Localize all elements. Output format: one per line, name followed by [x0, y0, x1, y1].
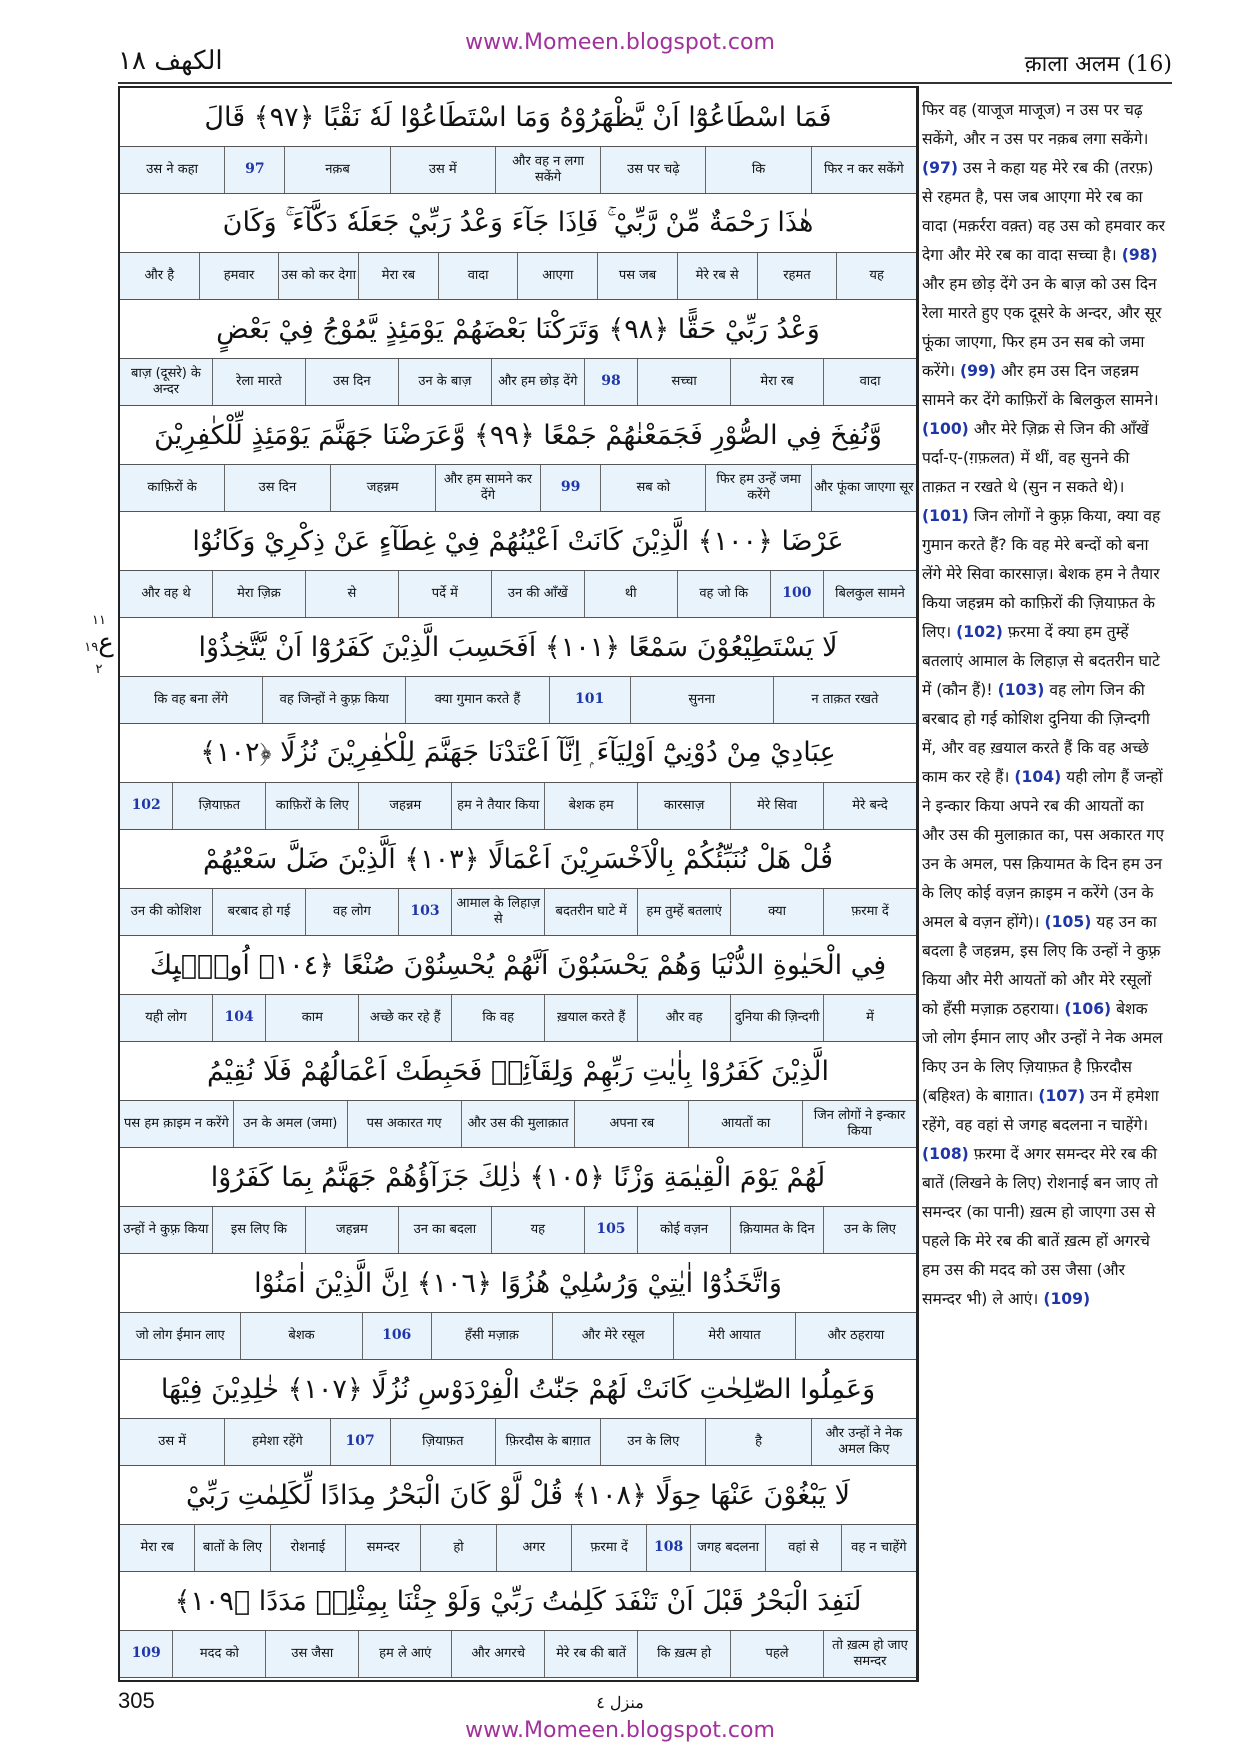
gloss-word: बदतरीन घाटे में	[544, 889, 637, 935]
arabic-line: هٰذَا رَحْمَةٌ مِّنْ رَّبِّيْ ۚ فَاِذَا جَآءَ وَعْدُ رَبِّيْ جَعَلَهٗ دَكَّآءَ ۚ وَكَانَ	[222, 207, 814, 238]
gloss-word: क़ियामत के दिन	[730, 1207, 823, 1253]
ruku-top: ١١	[92, 613, 106, 628]
gloss-word: मेरा ज़िक्र	[212, 571, 305, 617]
part-header: क़ाला अलम (16)	[1024, 52, 1172, 77]
gloss-word: रहमत	[757, 253, 837, 299]
gloss-word: उन्हों ने कुफ़्र किया	[123, 1221, 209, 1237]
gloss-word: क्या	[730, 889, 823, 935]
gloss-word: से	[305, 571, 398, 617]
translation-verse-number: (105)	[1044, 913, 1092, 931]
gloss-word: मदद को	[172, 1631, 265, 1677]
gloss-word: फ़िरदौस के बाग़ात	[495, 1419, 600, 1465]
gloss-word: सच्चा	[637, 359, 730, 405]
gloss-word: हँसी मज़ाक़	[431, 1313, 552, 1359]
arabic-line: لَنَفِدَ الْبَحْرُ قَبْلَ اَنْ تَنْفَدَ كَلِمٰتُ رَبِّيْ وَلَوْ جِئْنَا بِمِثْلِهٖ مَدَدًا ﴿١٠٩﴾	[174, 1585, 862, 1617]
verse-block	[120, 830, 916, 936]
verse-block	[120, 88, 916, 194]
gloss-word: और फूंका जाएगा सूर	[811, 465, 916, 511]
gloss-word: और हम छोड़ देंगे	[491, 359, 584, 405]
translation-text: उस ने कहा यह मेरे रब की (तरफ़) से रहमत है, पस जब आएगा मेरे रब का वादा (मक़र्ररा वक़्त) वह उस को हमवार कर देगा और मेरे रब का वादा सच्चा है।	[922, 159, 1166, 264]
arabic-line: وَعَمِلُوا الصّٰلِحٰتِ كَانَتْ لَهُمْ جَنّٰتُ الْفِرْدَوْسِ نُزُلًا ﴿١٠٧﴾ خٰلِدِيْنَ فِيْهَا	[160, 1373, 876, 1405]
translation-text: और हम उस दिन जहन्नम सामने कर देंगे काफ़िरों के बिलकुल सामने।	[922, 362, 1159, 409]
translation-verse-number: (103)	[997, 681, 1045, 699]
gloss-word: है	[705, 1419, 810, 1465]
gloss-word: फिर न कर सकेंगे	[811, 147, 916, 193]
verse-block	[120, 724, 916, 830]
manzil-label: منزل ٤	[596, 1693, 644, 1712]
ruku-marker	[84, 612, 114, 679]
gloss-word: उस में	[158, 1433, 187, 1449]
gloss-word: और हम सामने कर देंगे	[435, 465, 540, 511]
gloss-word: ज़ियाफ़त	[172, 783, 265, 829]
gloss-word: ज़ियाफ़त	[390, 1419, 495, 1465]
verse-number: 106	[362, 1313, 431, 1359]
word-gloss-row	[120, 1312, 916, 1360]
verse-block	[120, 1572, 916, 1678]
verse-number: 97	[224, 147, 284, 193]
arabic-line: وَعْدُ رَبِّيْ حَقًّا ﴿٩٨﴾ وَتَرَكْنَا بَعْضَهُمْ يَوْمَئِذٍ يَّمُوْجُ فِيْ بَعْضٍ	[216, 313, 820, 345]
gloss-word: मेरे सिवा	[730, 783, 823, 829]
word-gloss-row	[120, 252, 916, 300]
gloss-word: उस में	[390, 147, 495, 193]
gloss-word: मेरे रब से	[677, 253, 757, 299]
arabic-line: وَاتَّخَذُوْٓا اٰيٰتِيْ وَرُسُلِيْ هُزُوًا ﴿١٠٦﴾ اِنَّ الَّذِيْنَ اٰمَنُوْا	[254, 1267, 782, 1299]
gloss-word: हम ले आएं	[358, 1631, 451, 1677]
gloss-word: पहले	[730, 1631, 823, 1677]
translation-text: उन में हमेशा रहेंगे, वह वहां से जगह बदलना न चाहेंगे।	[922, 1087, 1159, 1134]
verse-number: 99	[540, 465, 600, 511]
gloss-word: मेरी आयात	[673, 1313, 794, 1359]
ruku-bottom: ٢	[95, 662, 103, 677]
gloss-word: उस दिन	[224, 465, 329, 511]
gloss-word: उस को कर देगा	[278, 253, 358, 299]
gloss-word: उन के लिए	[823, 1207, 916, 1253]
verse-number: 102	[131, 797, 161, 814]
translation-text: फ़रमा दें क्या हम तुम्हें बतलाएं आमाल के लिहाज़ से बदतरीन घाटे में (कौन हैं)!	[922, 623, 1160, 699]
gloss-word: यह	[491, 1207, 584, 1253]
gloss-word: रोशनाई	[270, 1525, 345, 1571]
gloss-word: कि वह	[451, 995, 544, 1041]
verse-number: 107	[330, 1419, 390, 1465]
gloss-word: यह	[836, 253, 916, 299]
gloss-word: इस लिए कि	[212, 1207, 305, 1253]
translation-verse-number: (101)	[922, 507, 969, 525]
gloss-word: और है	[144, 267, 175, 283]
translation-text: वह लोग जिन की बरबाद हो गई कोशिश दुनिया की ज़िन्दगी में, और वह ख़याल करते हैं कि वह अच्छे काम कर रहे हैं।	[922, 681, 1150, 786]
word-gloss-row	[120, 994, 916, 1042]
gloss-word: ख़याल करते हैं	[544, 995, 637, 1041]
site-url-top: www.Momeen.blogspot.com	[465, 30, 775, 55]
gloss-word: उस पर चढ़े	[600, 147, 705, 193]
gloss-word: वह जो कि	[677, 571, 770, 617]
translation-text: यह उन का बदला है जहन्नम, इस लिए कि उन्हों ने कुफ़्र किया और मेरी आयतों को और मेरे रसूलों को हँसी मज़ाक़ ठहराया।	[922, 913, 1161, 1018]
translation-verse-number: (97)	[922, 159, 958, 177]
gloss-word: उन की आँखें	[491, 571, 584, 617]
gloss-word: सुनना	[630, 677, 773, 723]
gloss-word: कि	[705, 147, 810, 193]
gloss-word: मेरे बन्दे	[823, 783, 916, 829]
gloss-word: वह जिन्हों ने कुफ़्र किया	[262, 677, 405, 723]
translation-text: यही लोग हैं जन्हों ने इन्कार किया अपने रब की आयतों का और उस की मुलाक़ात का, पस अकारत गए उन के अमल, पस क़ियामत के दिन हम उन के लिए कोई वज़न क़ाइम न करेंगे (उन के अमल बे वज़न होंगे)।	[922, 768, 1164, 931]
gloss-word: वहां से	[765, 1525, 840, 1571]
verse-block	[120, 406, 916, 512]
gloss-word: उस ने कहा	[146, 161, 198, 177]
gloss-word: पस हम क़ाइम न करेंगे	[124, 1115, 229, 1131]
gloss-word: उस जैसा	[265, 1631, 358, 1677]
gloss-word: बेशक	[240, 1313, 361, 1359]
translation-verse-number: (100)	[922, 420, 969, 438]
translation-verse-number: (109)	[1043, 1290, 1091, 1308]
gloss-word: कोई वज़न	[637, 1207, 730, 1253]
arabic-line: عِبَادِيْ مِنْ دُوْنِيْٓ اَوْلِيَآءَ ۭ اِنَّآ اَعْتَدْنَا جَهَنَّمَ لِلْكٰفِرِيْنَ نُزُلًا ﴿١٠٢﴾	[200, 737, 836, 768]
arabic-line: لَا يَسْتَطِيْعُوْنَ سَمْعًا ﴿١٠١﴾ اَفَحَسِبَ الَّذِيْنَ كَفَرُوْٓا اَنْ يَّتَّخِذُوْا	[198, 631, 838, 663]
gloss-word: बातों के लिए	[194, 1525, 269, 1571]
gloss-word: और उस की मुलाक़ात	[461, 1101, 575, 1147]
gloss-word: फ़रमा दें	[571, 1525, 646, 1571]
gloss-word: वह न चाहेंगे	[841, 1525, 916, 1571]
verse-block	[120, 1148, 916, 1254]
word-gloss-row	[120, 570, 916, 618]
arabic-line: فَمَا اسْطَاعُوْٓا اَنْ يَّظْهَرُوْهُ وَمَا اسْتَطَاعُوْا لَهٗ نَقْبًا ﴿٩٧﴾ قَالَ	[204, 101, 832, 133]
gloss-word: जहन्नम	[305, 1207, 398, 1253]
gloss-word: और वह थे	[141, 585, 191, 601]
gloss-word: कि वह बना लेंगे	[154, 691, 229, 707]
gloss-word: रेला मारते	[212, 359, 305, 405]
gloss-word: वह लोग	[305, 889, 398, 935]
arabic-line: لَهُمْ يَوْمَ الْقِيٰمَةِ وَزْنًا ﴿١٠٥﴾ ذٰلِكَ جَزَآؤُهُمْ جَهَنَّمُ بِمَا كَفَرُوْا	[210, 1161, 826, 1193]
gloss-word: और वह	[637, 995, 730, 1041]
surah-header: الكهف ١٨	[118, 46, 223, 76]
gloss-word: फिर हम उन्हें जमा करेंगे	[705, 465, 810, 511]
gloss-word: फ़रमा दें	[823, 889, 916, 935]
translation-text: और मेरे ज़िक्र से जिन की आँखें पर्दा-ए-(ग़फ़लत) में थीं, वह सुनने की ताक़त न रखते थे (सुन न सकते थे)।	[922, 420, 1149, 496]
verse-number: 100	[770, 571, 823, 617]
arabic-line: عَرْضَا ﴿١٠٠﴾ الَّذِيْنَ كَانَتْ اَعْيُنُهُمْ فِيْ غِطَآءٍ عَنْ ذِكْرِيْ وَكَانُوْا	[192, 525, 844, 557]
gloss-word: और वह न लगा सकेंगे	[495, 147, 600, 193]
verse-number: 104	[212, 995, 265, 1041]
word-gloss-row	[120, 1100, 916, 1148]
verse-block	[120, 512, 916, 618]
gloss-word: उन का बदला	[398, 1207, 491, 1253]
site-url-bottom: www.Momeen.blogspot.com	[465, 1718, 775, 1743]
verse-block	[120, 194, 916, 300]
gloss-word: आयतों का	[688, 1101, 802, 1147]
gloss-word: हमेशा रहेंगे	[224, 1419, 329, 1465]
verse-block	[120, 1042, 916, 1148]
gloss-word: अपना रब	[574, 1101, 688, 1147]
translation-text: फ़रमा दें अगर समन्दर मेरे रब की बातें (लिखने के लिए) रोशनाई बन जाए तो समन्दर (का पानी) ख़त्म हो जाएगा उस से पहले कि मेरे रब की बातें ख़त्म हों अगरचे हम उस की मदद को उस जैसा (और समन्दर भी) ले आएं।	[922, 1145, 1159, 1308]
verse-number: 101	[549, 677, 630, 723]
verse-block	[120, 1466, 916, 1572]
word-gloss-row	[120, 358, 916, 406]
gloss-word: पस अकारत गए	[347, 1101, 461, 1147]
translation-text: फिर वह (याजूज माजूज) न उस पर चढ़ सकेंगे, और न उस पर नक़ब लगा सकेंगे।	[922, 101, 1149, 148]
arabic-line: وَّنُفِخَ فِي الصُّوْرِ فَجَمَعْنٰهُمْ جَمْعًا ﴿٩٩﴾ وَّعَرَضْنَا جَهَنَّمَ يَوْمَئِذٍ لِّلْكٰفِرِيْنَ	[154, 419, 882, 451]
word-gloss-row	[120, 1418, 916, 1466]
word-gloss-row	[120, 1630, 916, 1678]
translation-text: जिन लोगों ने कुफ़्र किया, क्या वह गुमान करते हैं? कि वह मेरे बन्दों को बना लेंगे मेरे सिवा कारसाज़। बेशक हम ने तैयार किया जहन्नम को काफ़िरों की ज़ियाफ़त के लिए।	[922, 507, 1161, 641]
gloss-word: और अगरचे	[451, 1631, 544, 1677]
verse-number: 98	[584, 359, 637, 405]
word-gloss-row	[120, 1206, 916, 1254]
translation-verse-number: (102)	[956, 623, 1003, 641]
gloss-word: उन की कोशिश	[130, 903, 202, 919]
gloss-word: थी	[584, 571, 677, 617]
gloss-word: बेशक हम	[544, 783, 637, 829]
translation-text: और हम छोड़ देंगे उन के बाज़ को उस दिन रेला मारते हुए एक दूसरे के अन्दर, और सूर फूंका जाएगा, फिर हम उन सब को जमा करेंगे।	[922, 275, 1162, 380]
gloss-word: सब को	[600, 465, 705, 511]
column-divider	[918, 86, 919, 1682]
translation-text: बेशक जो लोग ईमान लाए और उन्हों ने नेक अमल किए उन के लिए ज़ियाफ़त है फ़िरदौस (बहिश्त) के बाग़ात।	[922, 1000, 1163, 1105]
gloss-word: समन्दर	[345, 1525, 420, 1571]
gloss-word: मेरा रब	[140, 1539, 174, 1555]
gloss-word: हमवार	[199, 253, 279, 299]
word-gloss-row	[120, 146, 916, 194]
gloss-word: हम तुम्हें बतलाएं	[637, 889, 730, 935]
gloss-word: न ताक़त रखते	[773, 677, 916, 723]
gloss-word: हम ने तैयार किया	[451, 783, 544, 829]
translation-verse-number: (104)	[1014, 768, 1062, 786]
gloss-word: और मेरे रसूल	[552, 1313, 673, 1359]
gloss-word: यही लोग	[145, 1009, 187, 1025]
gloss-word: उन के लिए	[600, 1419, 705, 1465]
verse-number: 108	[646, 1525, 690, 1571]
gloss-word: जगह बदलना	[690, 1525, 765, 1571]
translation-verse-number: (106)	[1064, 1000, 1112, 1018]
arabic-line: الَّذِيْنَ كَفَرُوْا بِاٰيٰتِ رَبِّهِمْ وَلِقَآئِهٖ فَحَبِطَتْ اَعْمَالُهُمْ فَلَا نُقِيْمُ	[207, 1055, 829, 1087]
gloss-word: और ठहराया	[795, 1313, 916, 1359]
arabic-line: لَا يَبْغُوْنَ عَنْهَا حِوَلًا ﴿١٠٨﴾ قُلْ لَّوْ كَانَ الْبَحْرُ مِدَادًا لِّكَلِمٰتِ رَبِّيْ	[186, 1479, 850, 1511]
gloss-word: मेरा रब	[358, 253, 438, 299]
gloss-word: और उन्हों ने नेक अमल किए	[811, 1419, 916, 1465]
page-number: 305	[118, 1688, 155, 1713]
gloss-word: वादा	[438, 253, 518, 299]
gloss-word: कारसाज़	[637, 783, 730, 829]
gloss-word: आएगा	[517, 253, 597, 299]
verse-block	[120, 618, 916, 724]
gloss-word: पस जब	[597, 253, 677, 299]
verse-number: 103	[398, 889, 451, 935]
gloss-word: तो ख़त्म हो जाए समन्दर	[823, 1631, 916, 1677]
translation-verse-number: (107)	[1038, 1087, 1086, 1105]
gloss-word: उस दिन	[305, 359, 398, 405]
gloss-word: जहन्नम	[358, 783, 451, 829]
gloss-word: क्या गुमान करते हैं	[405, 677, 548, 723]
gloss-word: अच्छे कर रहे हैं	[358, 995, 451, 1041]
gloss-word: काफ़िरों के लिए	[265, 783, 358, 829]
gloss-word: कि ख़त्म हो	[637, 1631, 730, 1677]
verse-block	[120, 1360, 916, 1466]
verse-number: 105	[584, 1207, 637, 1253]
gloss-word: जिन लोगों ने इन्कार किया	[802, 1101, 916, 1147]
gloss-word: मेरा रब	[730, 359, 823, 405]
arabic-line: قُلْ هَلْ نُنَبِّئُكُمْ بِالْاَخْسَرِيْنَ اَعْمَالًا ﴿١٠٣﴾ اَلَّذِيْنَ ضَلَّ سَعْيُهُمْ	[203, 843, 833, 875]
word-gloss-row	[120, 464, 916, 512]
arabic-line: فِي الْحَيٰوةِ الدُّنْيَا وَهُمْ يَحْسَبُوْنَ اَنَّهُمْ يُحْسِنُوْنَ صُنْعًا ﴿١٠٤﴾ اُولٰۗىِٕكَ	[149, 949, 887, 981]
translation-verse-number: (108)	[922, 1145, 969, 1163]
gloss-word: जो लोग ईमान लाए	[135, 1327, 225, 1343]
gloss-word: उन के बाज़	[398, 359, 491, 405]
gloss-word: काफ़िरों के	[147, 479, 197, 495]
header-rule	[118, 82, 1172, 84]
translation-verse-number: (99)	[960, 362, 996, 380]
verse-block	[120, 936, 916, 1042]
gloss-word: हो	[420, 1525, 495, 1571]
verse-block	[120, 300, 916, 406]
gloss-word: पर्दे में	[398, 571, 491, 617]
gloss-word: आमाल के लिहाज़ से	[451, 889, 544, 935]
gloss-word: बाज़ (दूसरे) के अन्दर	[131, 365, 201, 397]
gloss-word: मेरे रब की बातें	[544, 1631, 637, 1677]
gloss-word: बिलकुल सामने	[823, 571, 916, 617]
verse-number: 109	[131, 1645, 161, 1662]
ruku-sign: ع١٩	[84, 628, 114, 658]
translation-column	[922, 96, 1168, 1314]
gloss-word: काम	[265, 995, 358, 1041]
word-gloss-row	[120, 676, 916, 724]
gloss-word: अगर	[496, 1525, 571, 1571]
gloss-word: दुनिया की ज़िन्दगी	[730, 995, 823, 1041]
verse-table	[118, 86, 918, 1682]
gloss-word: जहन्नम	[330, 465, 435, 511]
gloss-word: वादा	[823, 359, 916, 405]
gloss-word: उन के अमल (जमा)	[233, 1101, 347, 1147]
gloss-word: में	[823, 995, 916, 1041]
gloss-word: बरबाद हो गई	[212, 889, 305, 935]
verse-block	[120, 1254, 916, 1360]
word-gloss-row	[120, 1524, 916, 1572]
gloss-word: नक़ब	[284, 147, 389, 193]
word-gloss-row	[120, 888, 916, 936]
word-gloss-row	[120, 782, 916, 830]
translation-verse-number: (98)	[1121, 246, 1158, 264]
